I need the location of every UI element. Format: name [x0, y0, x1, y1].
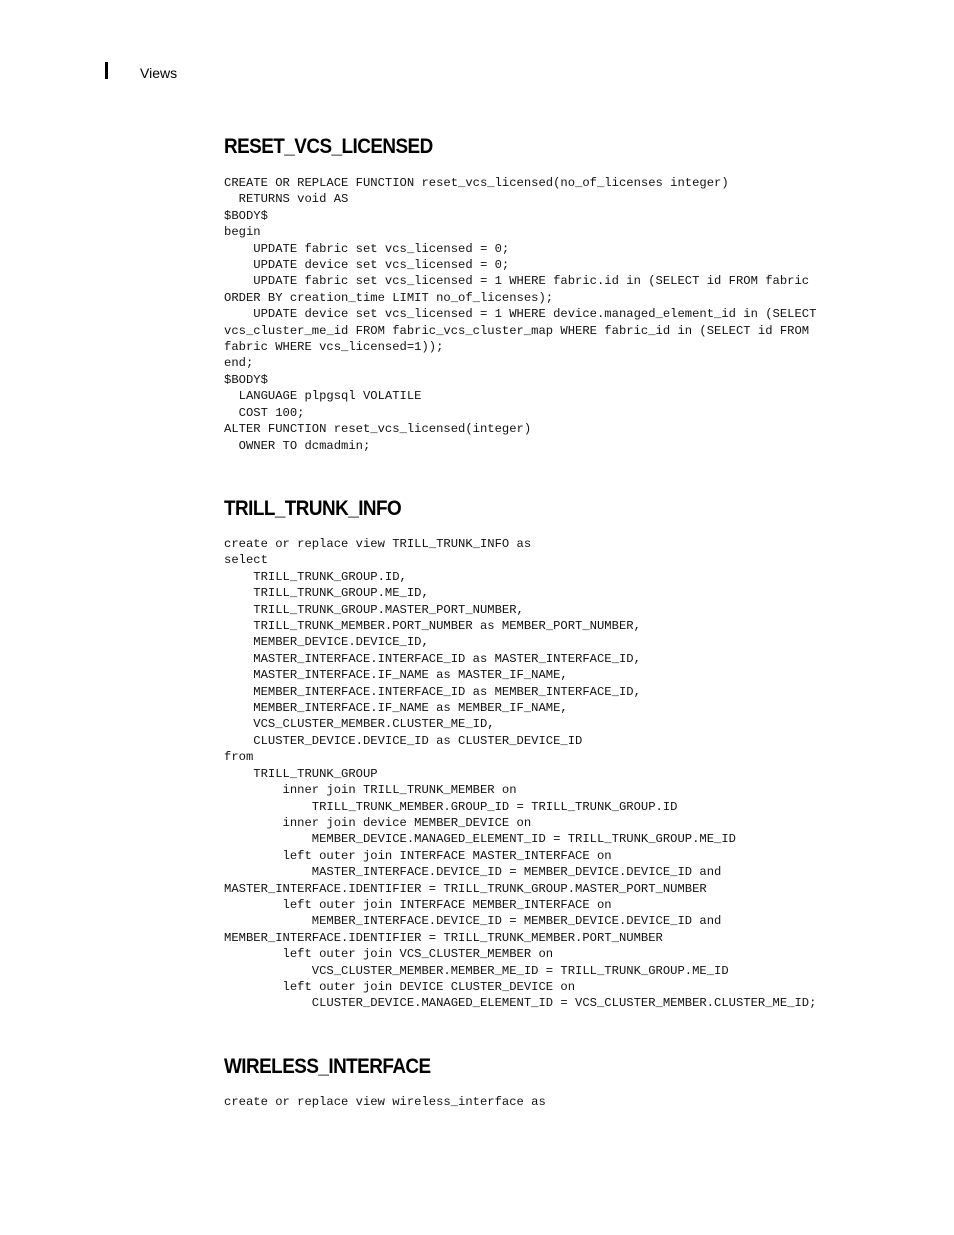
code-block-reset-vcs-licensed: CREATE OR REPLACE FUNCTION reset_vcs_licensed(no_of_licenses integer) RETURNS void AS $BODY$ begin UPDATE fabric set vcs_licensed = 0; UPDATE device set vcs_licensed = 0; UPDATE fabric set vcs_licensed = 1 WHERE fabric.id in (SELECT id FROM fabric ORDER BY creation_time LIMIT no_of_licenses); UPDATE device set vcs_licensed = 1 WHERE device.managed_element_id in (SELECT vcs_cluster_me_id FROM fabric_vcs_cluster_map WHERE fabric_id in (SELECT id FROM fabric WHERE vcs_licensed=1)); end; $BODY$ LANGUAGE plpgsql VOLATILE COST 100; ALTER FUNCTION reset_vcs_licensed(integer) OWNER TO dcmadmin;: [224, 176, 817, 453]
code-block-wireless-interface: create or replace view wireless_interface as: [224, 1095, 546, 1109]
section-title-wireless-interface: WIRELESS_INTERFACE: [224, 1055, 431, 1078]
header-rule: [105, 62, 108, 79]
section-title-trill-trunk-info: TRILL_TRUNK_INFO: [224, 497, 402, 520]
section-title-reset-vcs-licensed: RESET_VCS_LICENSED: [224, 135, 433, 158]
running-header: Views: [140, 65, 178, 81]
code-block-trill-trunk-info: create or replace view TRILL_TRUNK_INFO as select TRILL_TRUNK_GROUP.ID, TRILL_TRUNK_GROUP.ME_ID, TRILL_TRUNK_GROUP.MASTER_PORT_NUMBER, TRILL_TRUNK_MEMBER.PORT_NUMBER as MEMBER_PORT_NUMBER, MEMBER_DEVICE.DEVICE_ID, MASTER_INTERFACE.INTERFACE_ID as MASTER_INTERFACE_ID, MASTER_INTERFACE.IF_NAME as MASTER_IF_NAME, MEMBER_INTERFACE.INTERFACE_ID as MEMBER_INTERFACE_ID, MEMBER_INTERFACE.IF_NAME as MEMBER_IF_NAME, VCS_CLUSTER_MEMBER.CLUSTER_ME_ID, CLUSTER_DEVICE.DEVICE_ID as CLUSTER_DEVICE_ID from TRILL_TRUNK_GROUP inner join TRILL_TRUNK_MEMBER on TRILL_TRUNK_MEMBER.GROUP_ID = TRILL_TRUNK_GROUP.ID inner join device MEMBER_DEVICE on MEMBER_DEVICE.MANAGED_ELEMENT_ID = TRILL_TRUNK_GROUP.ME_ID left outer join INTERFACE MASTER_INTERFACE on MASTER_INTERFACE.DEVICE_ID = MEMBER_DEVICE.DEVICE_ID and MASTER_INTERFACE.IDENTIFIER = TRILL_TRUNK_GROUP.MASTER_PORT_NUMBER left outer join INTERFACE MEMBER_INTERFACE on MEMBER_INTERFACE.DEVICE_ID = MEMBER_DEVICE.DEVICE_ID and MEMBER_INTERFACE.IDENTIFIER = TRILL_TRUNK_MEMBER.PORT_NUMBER left outer join VCS_CLUSTER_MEMBER on VCS_CLUSTER_MEMBER.MEMBER_ME_ID = TRILL_TRUNK_GROUP.ME_ID left outer join DEVICE CLUSTER_DEVICE on CLUSTER_DEVICE.MANAGED_ELEMENT_ID = VCS_CLUSTER_MEMBER.CLUSTER_ME_ID;: [224, 537, 817, 1011]
